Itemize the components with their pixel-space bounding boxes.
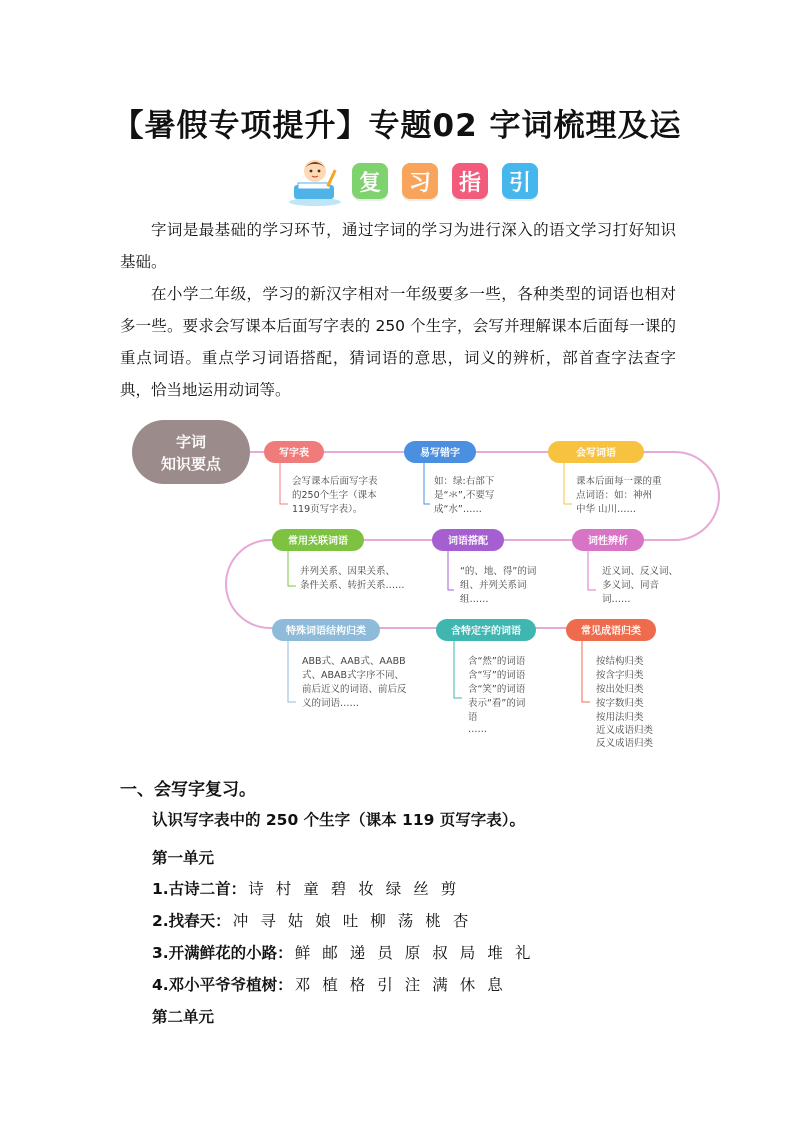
lesson-2: 2.找春天： 冲 寻 姑 娘 吐 柳 荡 桃 杏: [152, 912, 469, 930]
svg-text:按用法归类: 按用法归类: [596, 712, 644, 723]
svg-text:按含字归类: 按含字归类: [596, 670, 644, 681]
svg-text:式、ABAB式字序不同、: 式、ABAB式字序不同、: [302, 670, 405, 681]
chip-xi: 习: [402, 163, 438, 199]
intro-paragraph-1: 字词是最基础的学习环节，通过字词的学习为进行深入的语文学习打好知识基础。: [120, 221, 676, 271]
svg-text:按结构归类: 按结构归类: [596, 656, 644, 667]
svg-text:按出处归类: 按出处归类: [596, 684, 644, 695]
svg-text:如：绿:右部下: 如：绿:右部下: [434, 476, 495, 487]
review-guide-banner: [286, 155, 552, 207]
chip-yin: 引: [502, 163, 538, 199]
svg-text:会写词语: 会写词语: [576, 448, 616, 459]
svg-text:词性辨析: 词性辨析: [588, 536, 628, 547]
svg-text:并列关系、因果关系、: 并列关系、因果关系、: [300, 566, 396, 577]
svg-text:多义词、同音: 多义词、同音: [602, 580, 660, 591]
svg-text:是“氺”,不要写: 是“氺”,不要写: [434, 490, 495, 501]
svg-text:特殊词语结构归类: 特殊词语结构归类: [286, 626, 366, 637]
svg-text:按字数归类: 按字数归类: [596, 698, 644, 709]
svg-text:的250个生字（课本: 的250个生字（课本: [292, 490, 377, 501]
svg-text:近义词、反义词、: 近义词、反义词、: [602, 566, 679, 577]
knowledge-map-diagram: [120, 418, 730, 754]
svg-text:义的词语……: 义的词语……: [302, 698, 360, 709]
svg-text:119页写字表）。: 119页写字表）。: [292, 504, 363, 515]
svg-text:含“笑”的词语: 含“笑”的词语: [468, 684, 526, 695]
node-specific-char-words: [436, 619, 536, 735]
node-idiom-categories: [566, 619, 656, 749]
center-line1: 字词: [175, 433, 207, 451]
svg-text:易写错字: 易写错字: [420, 448, 460, 459]
svg-text:条件关系、转折关系……: 条件关系、转折关系……: [300, 580, 405, 591]
svg-text:词语搭配: 词语搭配: [448, 536, 488, 547]
svg-text:“的、地、得”的词: “的、地、得”的词: [460, 566, 537, 577]
section-intro: 认识写字表中的 250 个生字（课本 119 页写字表）。: [152, 811, 526, 829]
node-conjunctions: [272, 529, 405, 591]
lesson-4: 4.邓小平爷爷植树： 邓 植 格 引 注 满 休 息: [152, 976, 503, 994]
svg-text:中华 山川……: 中华 山川……: [576, 504, 637, 515]
svg-text:含“写”的词语: 含“写”的词语: [468, 670, 526, 681]
section-heading: 一、会写字复习。: [120, 780, 256, 800]
node-special-structures: [272, 619, 407, 709]
chip-fu: 复: [352, 163, 388, 199]
svg-text:常见成语归类: 常见成语归类: [581, 626, 641, 637]
page-title: 【暑假专项提升】专题02 字词梳理及运: [112, 108, 682, 144]
svg-text:近义成语归类: 近义成语归类: [596, 725, 654, 736]
svg-text:组、并列关系词: 组、并列关系词: [460, 580, 527, 591]
svg-text:ABB式、AAB式、AABB: ABB式、AAB式、AABB: [302, 656, 406, 667]
svg-text:点词语：如：神州: 点词语：如：神州: [576, 490, 653, 501]
center-line2: 知识要点: [160, 455, 222, 473]
svg-text:含特定字的词语: 含特定字的词语: [451, 626, 521, 637]
unit-1-heading: 第一单元: [152, 849, 215, 867]
svg-text:含“然”的词语: 含“然”的词语: [468, 656, 526, 667]
student-reading-icon: [286, 155, 344, 207]
center-node: [132, 420, 250, 484]
svg-text:会写课本后面写字表: 会写课本后面写字表: [292, 476, 378, 487]
svg-text:……: ……: [468, 724, 487, 735]
svg-text:表示“看”的词: 表示“看”的词: [468, 698, 526, 709]
svg-text:反义成语归类: 反义成语归类: [596, 738, 654, 749]
chip-zhi: 指: [452, 163, 488, 199]
svg-text:组……: 组……: [460, 594, 489, 605]
svg-text:课本后面每一课的重: 课本后面每一课的重: [576, 476, 662, 487]
svg-text:成“水”……: 成“水”……: [434, 504, 482, 515]
lesson-3: 3.开满鲜花的小路： 鲜 邮 递 员 原 叔 局 堆 礼: [152, 944, 531, 962]
svg-text:语: 语: [468, 712, 478, 723]
lesson-1: 1.古诗二首： 诗 村 童 碧 妆 绿 丝 剪: [152, 880, 457, 898]
svg-text:前后近义的词语、前后反: 前后近义的词语、前后反: [302, 684, 407, 695]
intro-paragraph-2: 在小学二年级，学习的新汉字相对一年级要多一些，各种类型的词语也相对多一些。要求会写课本后面写字表的 250 个生字，会写并理解课本后面每一课的重点词语。重点学习词语搭配，猜词语的意思，词义的辨析，部首查字法查字典，恰当地运用动词等。: [120, 285, 676, 399]
svg-text:常用关联词语: 常用关联词语: [288, 536, 348, 547]
svg-text:词……: 词……: [602, 594, 631, 605]
svg-text:写字表: 写字表: [279, 448, 309, 459]
unit-2-heading: 第二单元: [152, 1008, 215, 1026]
